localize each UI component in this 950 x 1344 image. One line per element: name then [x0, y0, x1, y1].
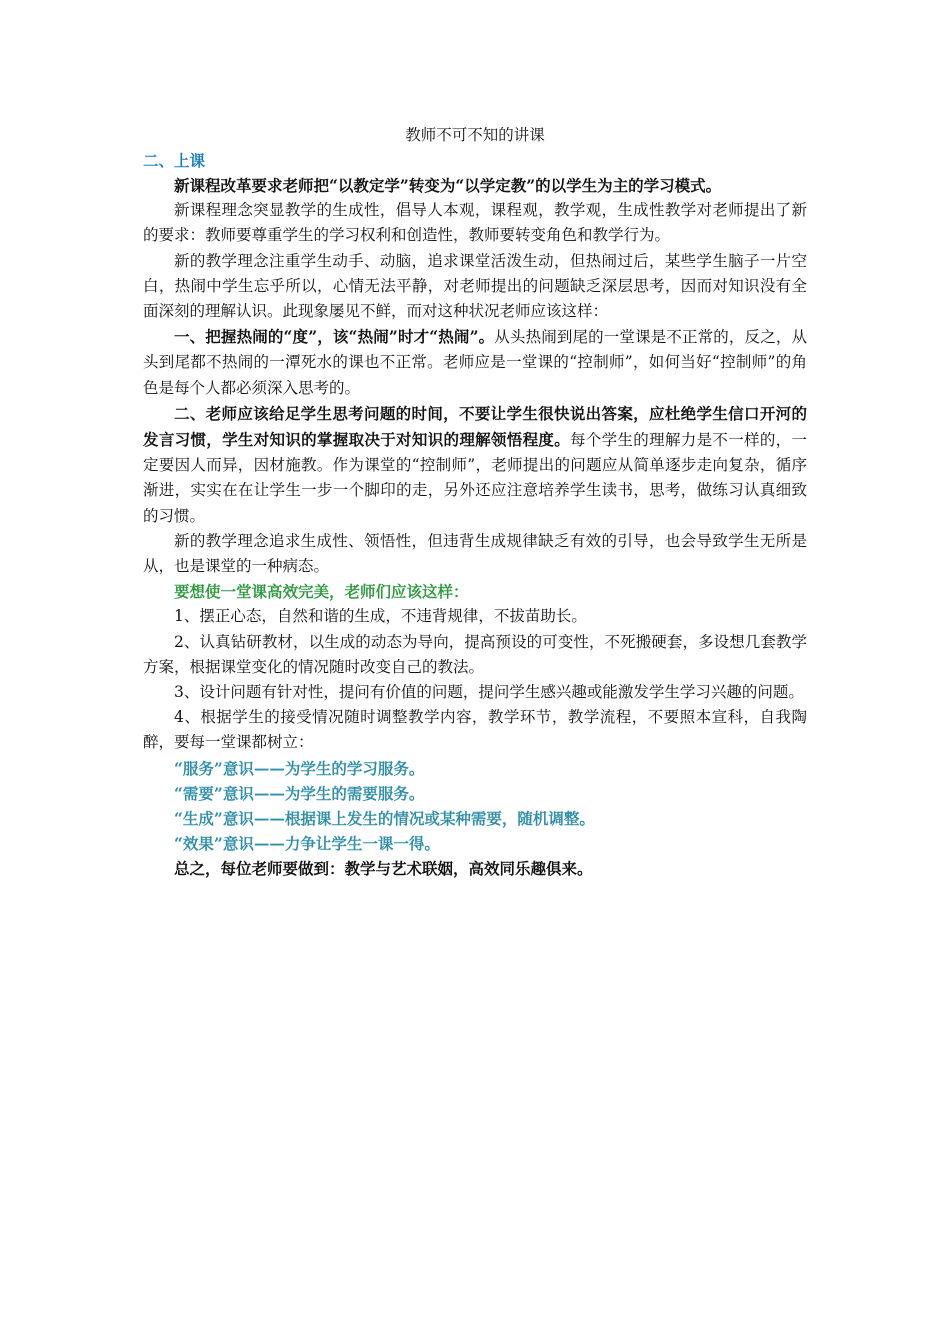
list-item: 1、摆正心态，自然和谐的生成，不违背规律，不拔苗助长。 [174, 607, 587, 626]
awareness-line: “需要”意识——为学生的需要服务。 [174, 783, 425, 803]
paragraph-generative-concept: 新的教学理念追求生成性、领悟性，但违背生成规律缺乏有效的引导，也会导致学生无所是从，也是课堂的一种病态。 [143, 531, 807, 576]
paragraph-new-curriculum: 新课程理念突显教学的生成性，倡导人本观，课程观，教学观，生成性教学对老师提出了新的要求：教师要尊重学生的学习权利和创造性，教师要转变角色和教学行为。 [143, 201, 807, 245]
document-title: 教师不可不知的讲课 [405, 126, 545, 144]
list-item: 2、认真钻研教材，以生成的动态为导向，提高预设的可变性，不死搬硬套，多设想几套教学方案，根据课堂变化的情况随时改变自己的教法。 [143, 632, 807, 676]
point-one-body: 从头热闹到尾的一堂课是不正常的，反之，从头到尾都不热闹的一潭死水的课也不正常。老师应是一堂课的“控制师”，如何当好“控制师”的角色是每个人都必须深入思考的。 [143, 328, 807, 397]
awareness-line: “效果”意识——力争让学生一课一得。 [174, 834, 440, 854]
paragraph-point-two [143, 401, 807, 529]
paragraph-point-one [143, 324, 807, 401]
green-subheading: 要想使一堂课高效完美，老师们应该这样： [174, 582, 469, 602]
summary-line: 总之，每位老师要做到：教学与艺术联姻，高效同乐趣俱来。 [174, 859, 593, 879]
section-heading: 二、上课 [143, 151, 206, 170]
point-two-body: 每个学生的理解力是不一样的，一定要因人而异，因材施教。作为课堂的“控制师”，老师提出的问题应从简单逐步走向复杂，循序渐进，实实在在让学生一步一个脚印的走，另外还应注意培养学生读书，思考，做练习认真细致的习惯。 [143, 431, 807, 525]
awareness-line: “服务”意识——为学生的学习服务。 [174, 758, 425, 778]
paragraph-new-teaching-concept: 新的教学理念注重学生动手、动脑，追求课堂活泼生动，但热闹过后，某些学生脑子一片空白，热闹中学生忘乎所以，心情无法平静，对老师提出的问题缺乏深层思考，因而对知识没有全面深刻的理解认识。此现象屡见不鲜，而对这种状况老师应该这样： [143, 251, 807, 321]
point-two-heading: 二、老师应该给足学生思考问题的时间，不要让学生很快说出答案，应杜绝学生信口开河的发言习惯，学生对知识的掌握取决于对知识的理解领悟程度。 [143, 403, 807, 450]
point-one-heading: 一、把握热闹的“度”，该“热闹”时才“热闹”。 [174, 327, 495, 347]
document-page [143, 122, 807, 882]
list-item: 4、根据学生的接受情况随时调整教学内容，教学环节，教学流程，不要照本宣科，自我陶醉，要每一堂课都树立： [143, 708, 807, 752]
awareness-line: “生成”意识——根据课上发生的情况或某种需要，随机调整。 [174, 809, 595, 829]
intro-paragraph: 新课程改革要求老师把“以教定学”转变为“以学定教”的以学生为主的学习模式。 [174, 176, 722, 195]
list-item: 3、设计问题有针对性，提问有价值的问题，提问学生感兴趣或能激发学生学习兴趣的问题。 [174, 683, 804, 702]
